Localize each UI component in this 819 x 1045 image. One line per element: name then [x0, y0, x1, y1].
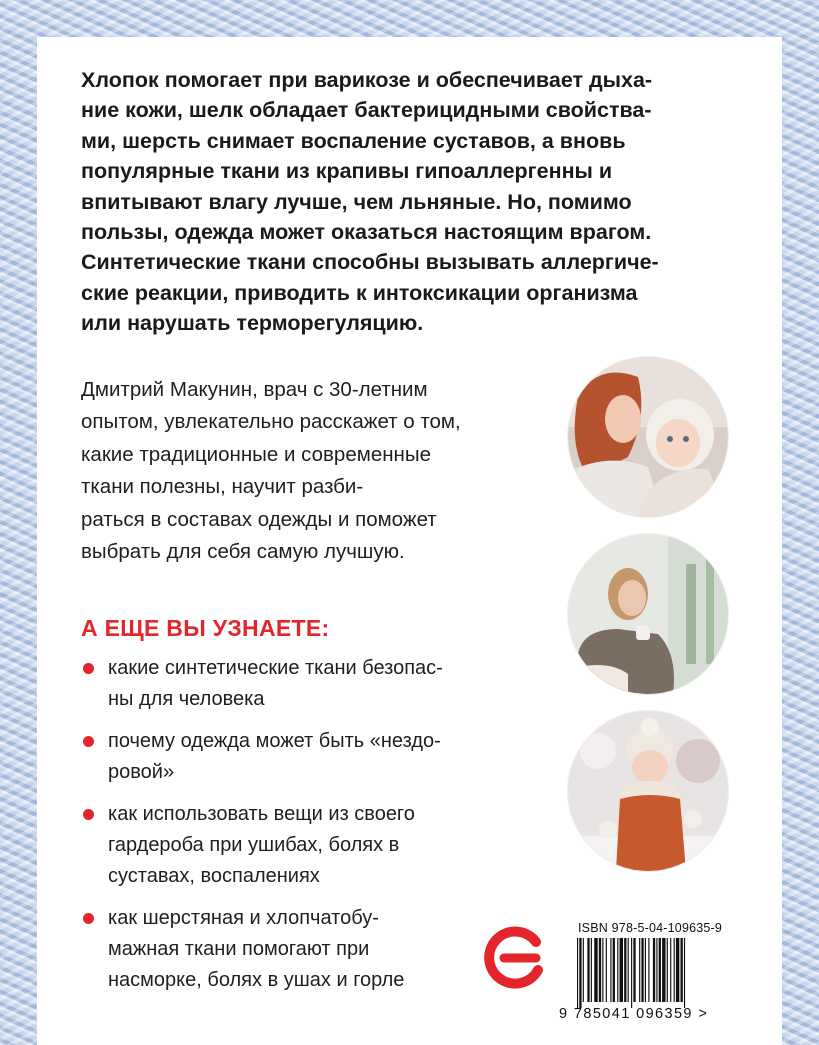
lead-paragraph	[81, 65, 741, 339]
isbn-text: ISBN 978-5-04-109635-9	[578, 921, 723, 935]
intro-line: выбрать для себя самую лучшую.	[81, 540, 405, 564]
barcode	[559, 921, 749, 1033]
bullet-line: насморке, болях в ушах и горле	[108, 969, 405, 991]
barcode-bar	[591, 938, 592, 1002]
barcode-bar	[656, 938, 657, 1002]
bullet-line: почему одежда может быть «нездо-	[108, 730, 441, 752]
barcode-bar	[674, 938, 675, 1002]
bullet-line: как шерстяная и хлопчатобу-	[108, 907, 379, 929]
barcode-bar	[594, 938, 597, 1002]
list-item	[81, 726, 511, 788]
barcode-bar	[624, 938, 626, 1002]
lead-line: ние кожи, шелк обладает бактерицидными свойства-	[81, 98, 652, 123]
barcode-bar	[681, 938, 683, 1002]
publisher-logo	[484, 924, 548, 990]
benefits-list	[81, 653, 511, 1007]
barcode-bar	[667, 938, 668, 1002]
lead-line: Хлопок помогает при варикозе и обеспечивает дыха-	[81, 68, 653, 92]
lead-line: или нарушать терморегуляцию.	[81, 311, 424, 336]
barcode-bar	[579, 938, 581, 1008]
intro-line: раться в составах одежды и поможет	[81, 507, 437, 531]
barcode-bar	[684, 938, 685, 1008]
intro-line: опытом, увлекательно расскажет о том,	[81, 410, 461, 434]
bullet-line: суставах, воспалениях	[108, 865, 320, 887]
bullet-line: мажная ткани помогают при	[108, 938, 370, 960]
lead-line: ми, шерсть снимает воспаление суставов, а вновь	[81, 128, 626, 153]
bullet-dot-icon	[83, 913, 94, 924]
barcode-bar	[587, 938, 589, 1002]
bullet-line: как использовать вещи из своего	[108, 803, 415, 825]
intro-line: какие традиционные и современные	[81, 442, 432, 466]
barcode-bar	[577, 938, 578, 1008]
barcode-bar	[670, 938, 671, 1002]
barcode-bar	[602, 938, 603, 1002]
list-item	[81, 903, 511, 996]
lead-line: пользы, одежда может оказаться настоящим врагом.	[81, 220, 652, 245]
lead-line: ские реакции, приводить к интоксикации организма	[81, 280, 638, 305]
intro-line: ткани полезны, научит разби-	[81, 475, 364, 499]
barcode-bar	[639, 938, 640, 1002]
bullet-line: ны для человека	[108, 688, 265, 710]
bullet-dot-icon	[83, 809, 94, 820]
mother-and-baby-photo	[568, 357, 728, 517]
barcode-bar	[648, 938, 649, 1002]
bullet-line: гардероба при ушибах, болях в	[108, 834, 400, 856]
list-item	[81, 653, 511, 715]
barcode-bar	[628, 938, 629, 1002]
barcode-bar	[613, 938, 615, 1002]
lead-line: Синтетические ткани способны вызывать аллергиче-	[81, 250, 659, 275]
intro-line: Дмитрий Макунин, врач с 30-летним	[81, 378, 428, 401]
barcode-bar	[645, 938, 646, 1002]
barcode-bar	[662, 938, 665, 1002]
barcode-bar	[583, 938, 584, 1002]
barcode-bar	[653, 938, 655, 1002]
barcode-bars	[577, 938, 739, 1008]
bullet-dot-icon	[83, 736, 94, 747]
barcode-bar	[631, 938, 632, 1008]
barcode-bar	[620, 938, 623, 1002]
bullet-dot-icon	[83, 663, 94, 674]
barcode-bar	[606, 938, 607, 1002]
section-title: А ЕЩЕ ВЫ УЗНАЕТЕ:	[81, 615, 330, 641]
lead-line: впитывают влагу лучше, чем льняные. Но, помимо	[81, 189, 632, 214]
back-cover-panel	[37, 37, 782, 1045]
barcode-bar	[676, 938, 679, 1002]
author-intro-paragraph	[81, 374, 551, 568]
bullet-line: ровой»	[108, 761, 175, 783]
woman-with-cup-photo	[568, 534, 728, 694]
child-in-winter-photo	[568, 711, 728, 871]
barcode-bar	[659, 938, 661, 1002]
barcode-bar	[617, 938, 618, 1002]
barcode-digits: 9 785041 096359 >	[559, 1006, 709, 1022]
list-item	[81, 799, 511, 892]
bullet-line: какие синтетические ткани безопас-	[108, 657, 443, 679]
barcode-bar	[599, 938, 601, 1002]
barcode-bar	[610, 938, 611, 1002]
barcode-bar	[633, 938, 635, 1002]
lead-line: популярные ткани из крапивы гипоаллергенны и	[81, 159, 613, 184]
barcode-bar	[641, 938, 643, 1002]
